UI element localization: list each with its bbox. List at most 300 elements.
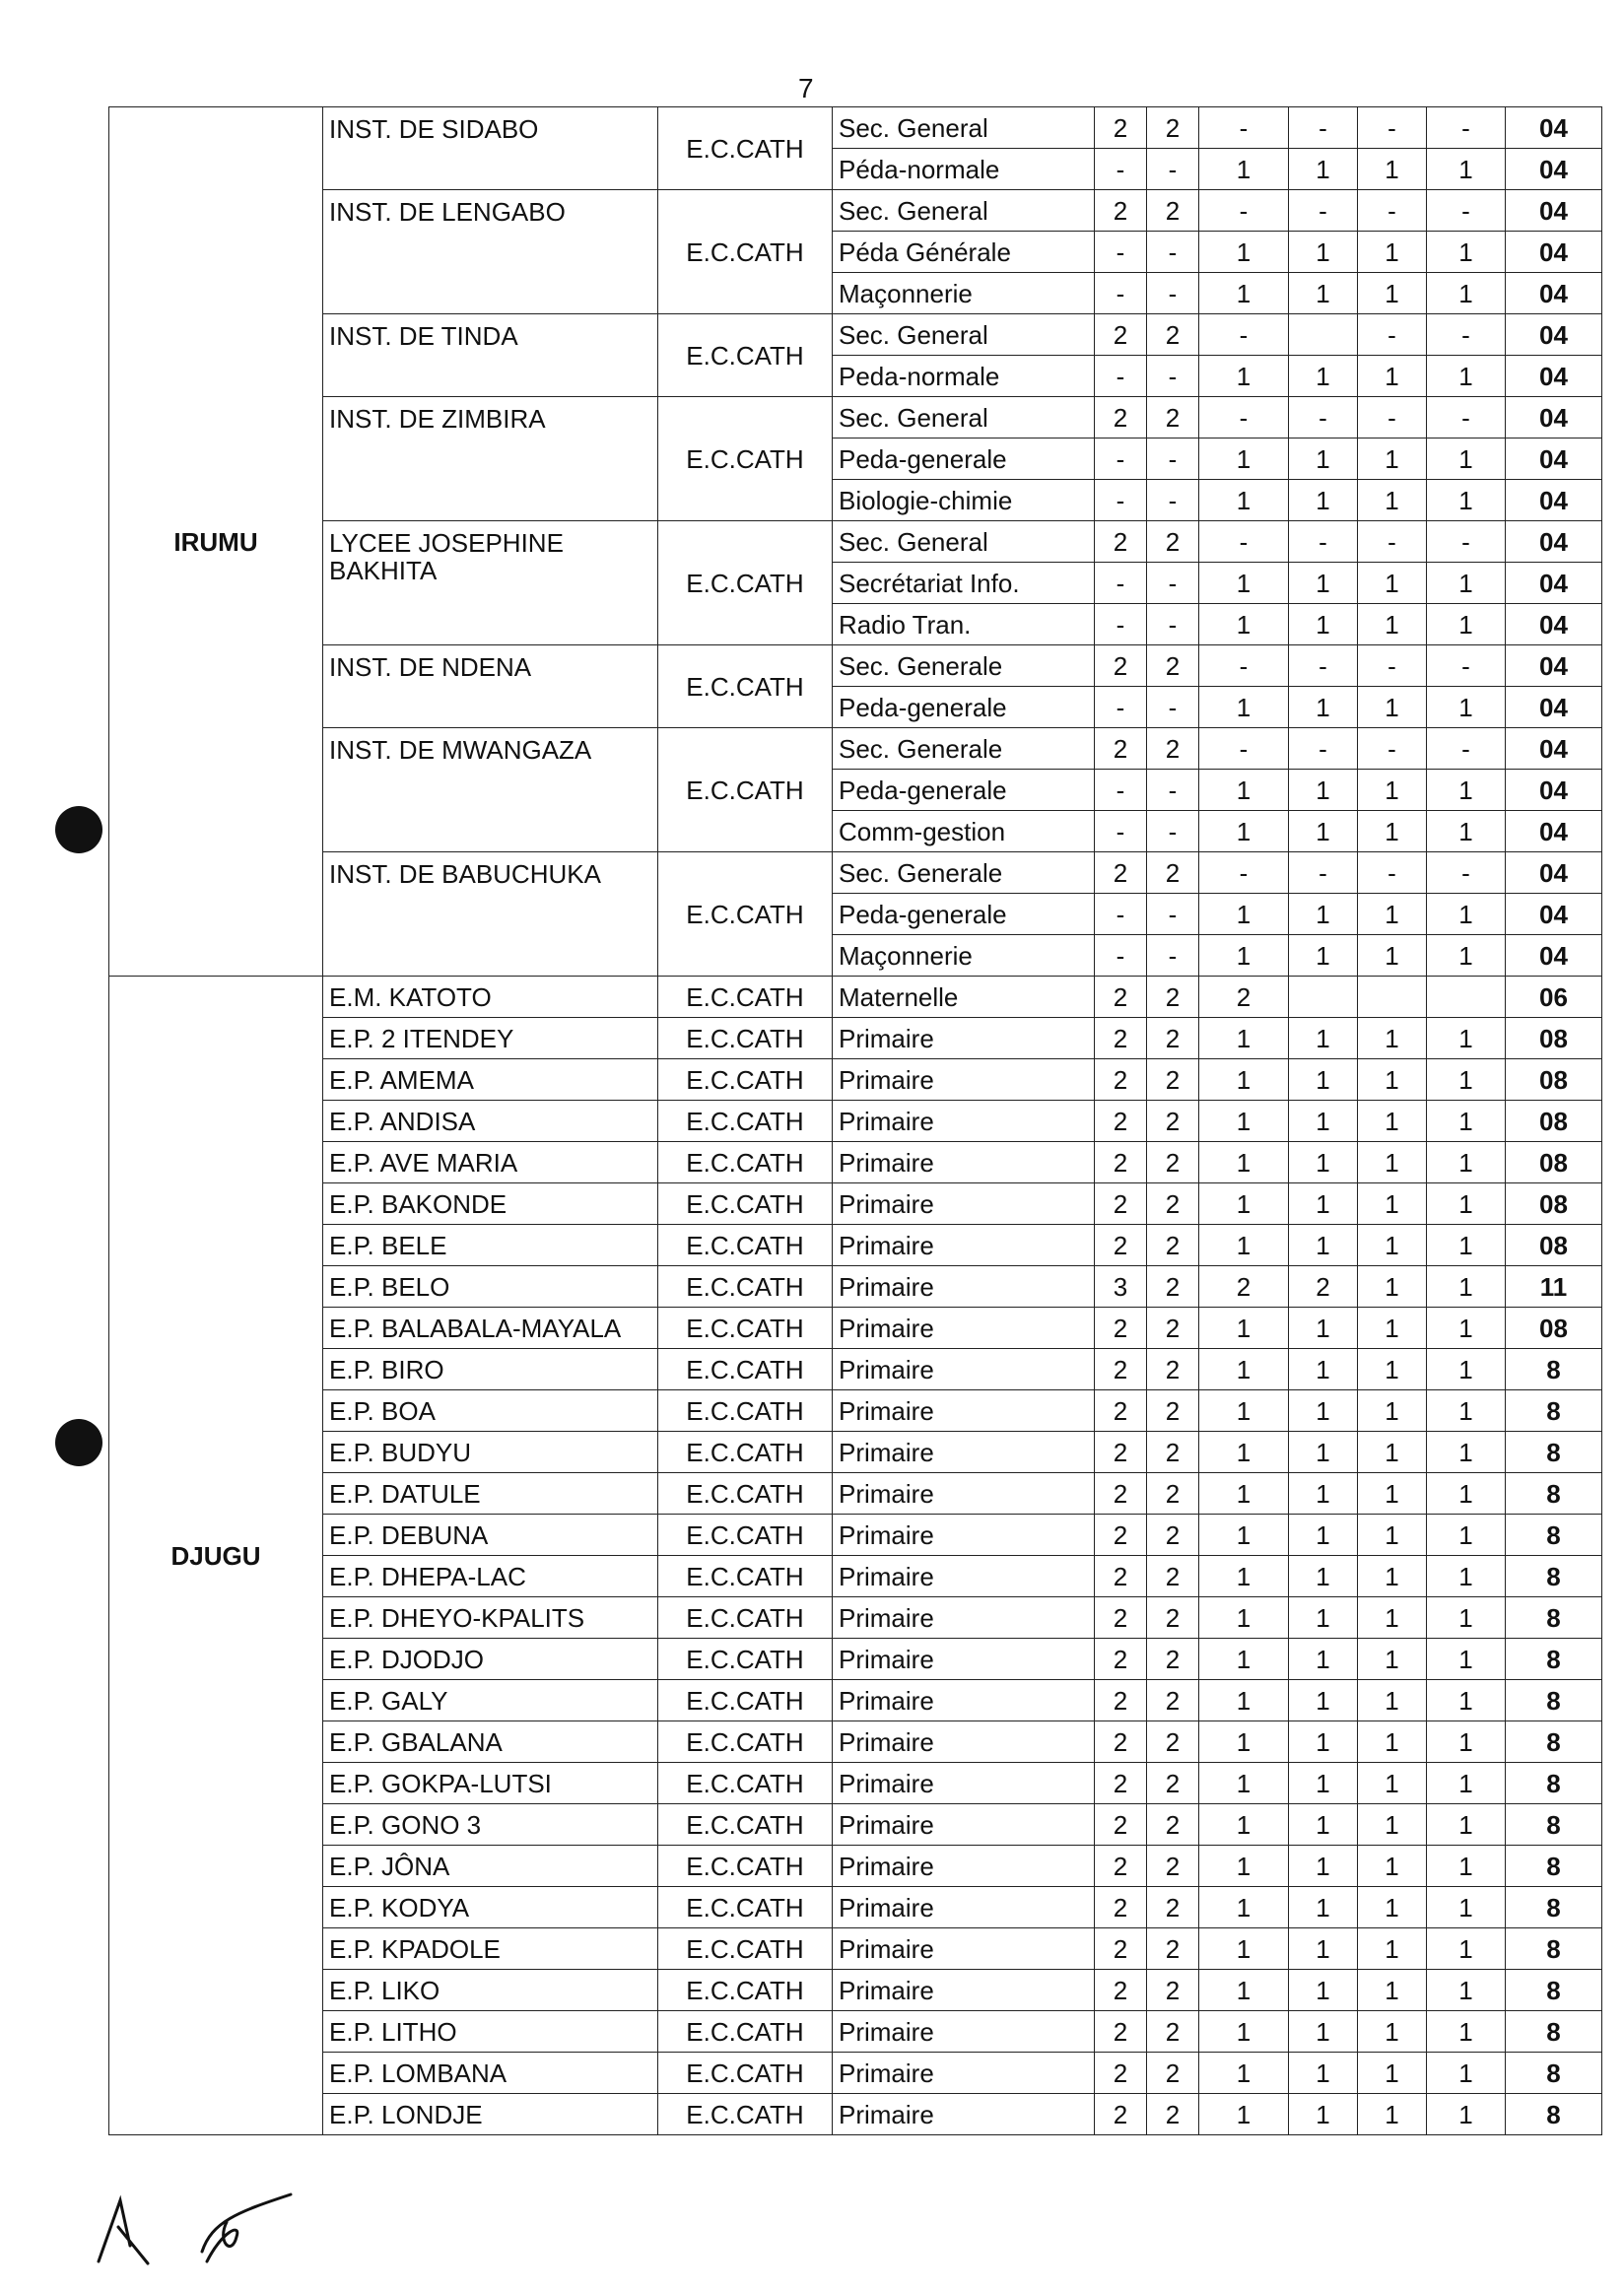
value-cell: 1 bbox=[1289, 1101, 1358, 1142]
table-row bbox=[109, 1432, 1602, 1473]
value-cell: 2 bbox=[1147, 977, 1199, 1018]
value-cell: 1 bbox=[1199, 1349, 1289, 1390]
value-cell: 1 bbox=[1427, 356, 1506, 397]
value-cell: 1 bbox=[1358, 1846, 1427, 1887]
value-cell: 1 bbox=[1427, 1473, 1506, 1515]
value-cell: 3 bbox=[1095, 1266, 1147, 1308]
school-staff-table bbox=[108, 106, 1602, 2135]
value-cell: 2 bbox=[1095, 190, 1147, 232]
table-row bbox=[109, 1597, 1602, 1639]
value-cell: 1 bbox=[1358, 149, 1427, 190]
table-row bbox=[109, 521, 1602, 563]
value-cell: 1 bbox=[1358, 273, 1427, 314]
value-cell: 1 bbox=[1358, 1018, 1427, 1059]
value-cell: 2 bbox=[1095, 1101, 1147, 1142]
value-cell: - bbox=[1427, 728, 1506, 770]
total-cell: 04 bbox=[1506, 190, 1602, 232]
option-cell: Primaire bbox=[833, 1101, 1095, 1142]
value-cell: 1 bbox=[1289, 1928, 1358, 1970]
organisation-cell: E.C.CATH bbox=[658, 1804, 833, 1846]
organisation-cell: E.C.CATH bbox=[658, 977, 833, 1018]
value-cell: 1 bbox=[1289, 1225, 1358, 1266]
value-cell: 1 bbox=[1427, 563, 1506, 604]
value-cell: 1 bbox=[1358, 1101, 1427, 1142]
organisation-cell: E.C.CATH bbox=[658, 2094, 833, 2135]
value-cell: 1 bbox=[1199, 604, 1289, 645]
value-cell: 1 bbox=[1199, 1225, 1289, 1266]
organisation-cell: E.C.CATH bbox=[658, 1266, 833, 1308]
value-cell: 1 bbox=[1358, 1887, 1427, 1928]
value-cell: 1 bbox=[1358, 232, 1427, 273]
value-cell: 1 bbox=[1358, 1349, 1427, 1390]
value-cell: 1 bbox=[1358, 1266, 1427, 1308]
school-name-cell: E.P. BUDYU bbox=[323, 1432, 658, 1473]
value-cell: 1 bbox=[1199, 1183, 1289, 1225]
option-cell: Maçonnerie bbox=[833, 935, 1095, 977]
table-row bbox=[109, 1101, 1602, 1142]
value-cell: 2 bbox=[1147, 728, 1199, 770]
total-cell: 04 bbox=[1506, 687, 1602, 728]
value-cell: - bbox=[1289, 107, 1358, 149]
total-cell: 8 bbox=[1506, 1887, 1602, 1928]
value-cell: 1 bbox=[1289, 1970, 1358, 2011]
total-cell: 04 bbox=[1506, 397, 1602, 439]
value-cell: 2 bbox=[1095, 1349, 1147, 1390]
value-cell: 1 bbox=[1289, 480, 1358, 521]
value-cell: 1 bbox=[1358, 1763, 1427, 1804]
value-cell: - bbox=[1095, 439, 1147, 480]
total-cell: 8 bbox=[1506, 1556, 1602, 1597]
value-cell: 2 bbox=[1147, 190, 1199, 232]
option-cell: Peda-generale bbox=[833, 894, 1095, 935]
value-cell: 1 bbox=[1427, 1266, 1506, 1308]
total-cell: 8 bbox=[1506, 1970, 1602, 2011]
value-cell: 1 bbox=[1358, 1515, 1427, 1556]
total-cell: 04 bbox=[1506, 273, 1602, 314]
value-cell: 1 bbox=[1358, 1432, 1427, 1473]
value-cell: 1 bbox=[1358, 1308, 1427, 1349]
table-row bbox=[109, 1183, 1602, 1225]
total-cell: 04 bbox=[1506, 770, 1602, 811]
value-cell: 2 bbox=[1199, 1266, 1289, 1308]
school-name-cell: INST. DE SIDABO bbox=[323, 107, 658, 190]
value-cell: 1 bbox=[1289, 273, 1358, 314]
total-cell: 8 bbox=[1506, 1515, 1602, 1556]
option-cell: Secrétariat Info. bbox=[833, 563, 1095, 604]
option-cell: Sec. General bbox=[833, 521, 1095, 563]
value-cell: 1 bbox=[1289, 1432, 1358, 1473]
school-name-cell: E.P. 2 ITENDEY bbox=[323, 1018, 658, 1059]
value-cell: 2 bbox=[1095, 852, 1147, 894]
option-cell: Primaire bbox=[833, 2011, 1095, 2053]
value-cell: - bbox=[1147, 687, 1199, 728]
value-cell: 2 bbox=[1147, 1763, 1199, 1804]
table-row bbox=[109, 190, 1602, 232]
value-cell: 1 bbox=[1358, 1639, 1427, 1680]
option-cell: Primaire bbox=[833, 1308, 1095, 1349]
punch-hole-top bbox=[55, 806, 102, 853]
value-cell bbox=[1358, 977, 1427, 1018]
value-cell: - bbox=[1095, 232, 1147, 273]
option-cell: Radio Tran. bbox=[833, 604, 1095, 645]
value-cell: 2 bbox=[1095, 2053, 1147, 2094]
total-cell: 8 bbox=[1506, 1928, 1602, 1970]
value-cell bbox=[1289, 314, 1358, 356]
value-cell: 2 bbox=[1199, 977, 1289, 1018]
value-cell: 1 bbox=[1289, 770, 1358, 811]
option-cell: Primaire bbox=[833, 1183, 1095, 1225]
value-cell: 1 bbox=[1358, 894, 1427, 935]
value-cell: 2 bbox=[1095, 1639, 1147, 1680]
value-cell: 1 bbox=[1427, 770, 1506, 811]
value-cell: 2 bbox=[1095, 397, 1147, 439]
table-row bbox=[109, 1225, 1602, 1266]
option-cell: Péda-normale bbox=[833, 149, 1095, 190]
value-cell: - bbox=[1095, 356, 1147, 397]
value-cell: 1 bbox=[1427, 2011, 1506, 2053]
value-cell: - bbox=[1147, 894, 1199, 935]
value-cell: 1 bbox=[1199, 1018, 1289, 1059]
value-cell: 2 bbox=[1095, 1556, 1147, 1597]
option-cell: Primaire bbox=[833, 1970, 1095, 2011]
organisation-cell: E.C.CATH bbox=[658, 1639, 833, 1680]
value-cell: 1 bbox=[1199, 2011, 1289, 2053]
school-name-cell: E.P. ANDISA bbox=[323, 1101, 658, 1142]
value-cell: 1 bbox=[1358, 1142, 1427, 1183]
organisation-cell: E.C.CATH bbox=[658, 852, 833, 977]
organisation-cell: E.C.CATH bbox=[658, 1059, 833, 1101]
value-cell: 1 bbox=[1358, 439, 1427, 480]
table-row bbox=[109, 1639, 1602, 1680]
value-cell: - bbox=[1199, 107, 1289, 149]
value-cell: 2 bbox=[1095, 2011, 1147, 2053]
table-row bbox=[109, 1680, 1602, 1721]
value-cell: 2 bbox=[1147, 1846, 1199, 1887]
value-cell: 1 bbox=[1427, 1721, 1506, 1763]
value-cell: - bbox=[1095, 935, 1147, 977]
value-cell: 2 bbox=[1147, 314, 1199, 356]
value-cell: - bbox=[1095, 687, 1147, 728]
value-cell: 1 bbox=[1358, 770, 1427, 811]
option-cell: Primaire bbox=[833, 1928, 1095, 1970]
option-cell: Primaire bbox=[833, 1804, 1095, 1846]
option-cell: Primaire bbox=[833, 1390, 1095, 1432]
value-cell: 1 bbox=[1289, 2011, 1358, 2053]
option-cell: Primaire bbox=[833, 1515, 1095, 1556]
value-cell: 1 bbox=[1289, 1183, 1358, 1225]
school-name-cell: E.P. LONDJE bbox=[323, 2094, 658, 2135]
value-cell: 1 bbox=[1199, 1970, 1289, 2011]
school-name-cell: E.P. AVE MARIA bbox=[323, 1142, 658, 1183]
value-cell: 1 bbox=[1427, 1597, 1506, 1639]
option-cell: Primaire bbox=[833, 1556, 1095, 1597]
table-row bbox=[109, 107, 1602, 149]
value-cell: 2 bbox=[1147, 852, 1199, 894]
total-cell: 08 bbox=[1506, 1225, 1602, 1266]
value-cell: - bbox=[1358, 314, 1427, 356]
total-cell: 04 bbox=[1506, 107, 1602, 149]
table-row bbox=[109, 1266, 1602, 1308]
page-number: 7 bbox=[798, 73, 814, 103]
school-name-cell: INST. DE NDENA bbox=[323, 645, 658, 728]
value-cell: 1 bbox=[1427, 1183, 1506, 1225]
table-row bbox=[109, 1846, 1602, 1887]
value-cell: 1 bbox=[1427, 1556, 1506, 1597]
value-cell: - bbox=[1147, 356, 1199, 397]
value-cell: 2 bbox=[1147, 1928, 1199, 1970]
value-cell: 1 bbox=[1427, 439, 1506, 480]
organisation-cell: E.C.CATH bbox=[658, 1515, 833, 1556]
value-cell: 1 bbox=[1289, 1887, 1358, 1928]
value-cell: - bbox=[1199, 397, 1289, 439]
school-name-cell: INST. DE LENGABO bbox=[323, 190, 658, 314]
value-cell: 1 bbox=[1199, 356, 1289, 397]
value-cell: 1 bbox=[1427, 1432, 1506, 1473]
value-cell: - bbox=[1095, 563, 1147, 604]
value-cell: 1 bbox=[1199, 149, 1289, 190]
total-cell: 04 bbox=[1506, 811, 1602, 852]
organisation-cell: E.C.CATH bbox=[658, 2011, 833, 2053]
total-cell: 8 bbox=[1506, 1846, 1602, 1887]
value-cell: - bbox=[1095, 770, 1147, 811]
total-cell: 8 bbox=[1506, 1390, 1602, 1432]
total-cell: 04 bbox=[1506, 852, 1602, 894]
table-row bbox=[109, 397, 1602, 439]
table-row bbox=[109, 314, 1602, 356]
value-cell: - bbox=[1358, 521, 1427, 563]
value-cell: 2 bbox=[1147, 1183, 1199, 1225]
total-cell: 8 bbox=[1506, 1804, 1602, 1846]
organisation-cell: E.C.CATH bbox=[658, 1970, 833, 2011]
value-cell: 2 bbox=[1147, 1059, 1199, 1101]
value-cell: 1 bbox=[1199, 1639, 1289, 1680]
total-cell: 04 bbox=[1506, 149, 1602, 190]
total-cell: 8 bbox=[1506, 1432, 1602, 1473]
value-cell: 1 bbox=[1199, 687, 1289, 728]
option-cell: Sec. Generale bbox=[833, 852, 1095, 894]
value-cell: 1 bbox=[1199, 1515, 1289, 1556]
value-cell: 2 bbox=[1147, 1142, 1199, 1183]
option-cell: Primaire bbox=[833, 1018, 1095, 1059]
option-cell: Peda-generale bbox=[833, 439, 1095, 480]
total-cell: 04 bbox=[1506, 894, 1602, 935]
value-cell: 1 bbox=[1289, 1639, 1358, 1680]
table-row bbox=[109, 1473, 1602, 1515]
option-cell: Biologie-chimie bbox=[833, 480, 1095, 521]
value-cell: 2 bbox=[1147, 1390, 1199, 1432]
value-cell: 2 bbox=[1095, 1515, 1147, 1556]
option-cell: Maternelle bbox=[833, 977, 1095, 1018]
value-cell: 1 bbox=[1358, 1597, 1427, 1639]
value-cell: 1 bbox=[1289, 2053, 1358, 2094]
value-cell: 1 bbox=[1427, 811, 1506, 852]
value-cell: - bbox=[1289, 397, 1358, 439]
value-cell: 1 bbox=[1358, 604, 1427, 645]
school-name-cell: E.P. DHEPA-LAC bbox=[323, 1556, 658, 1597]
value-cell: - bbox=[1289, 521, 1358, 563]
organisation-cell: E.C.CATH bbox=[658, 1308, 833, 1349]
total-cell: 04 bbox=[1506, 935, 1602, 977]
school-name-cell: E.P. DHEYO-KPALITS bbox=[323, 1597, 658, 1639]
value-cell: 1 bbox=[1199, 2053, 1289, 2094]
organisation-cell: E.C.CATH bbox=[658, 1763, 833, 1804]
value-cell: - bbox=[1358, 728, 1427, 770]
value-cell: 1 bbox=[1358, 687, 1427, 728]
value-cell: 2 bbox=[1095, 1390, 1147, 1432]
option-cell: Primaire bbox=[833, 1887, 1095, 1928]
value-cell: 1 bbox=[1427, 1059, 1506, 1101]
value-cell: 1 bbox=[1427, 1225, 1506, 1266]
value-cell: - bbox=[1147, 273, 1199, 314]
value-cell: 1 bbox=[1427, 480, 1506, 521]
value-cell: - bbox=[1427, 314, 1506, 356]
value-cell: 2 bbox=[1147, 1887, 1199, 1928]
table-row bbox=[109, 1349, 1602, 1390]
value-cell: 1 bbox=[1199, 1680, 1289, 1721]
value-cell: 1 bbox=[1427, 1846, 1506, 1887]
value-cell: 2 bbox=[1147, 2094, 1199, 2135]
total-cell: 04 bbox=[1506, 728, 1602, 770]
value-cell: 1 bbox=[1199, 1101, 1289, 1142]
value-cell: 1 bbox=[1427, 2053, 1506, 2094]
value-cell: - bbox=[1147, 811, 1199, 852]
value-cell: 2 bbox=[1095, 107, 1147, 149]
value-cell: - bbox=[1289, 190, 1358, 232]
value-cell: - bbox=[1358, 645, 1427, 687]
school-name-cell: E.P. GONO 3 bbox=[323, 1804, 658, 1846]
total-cell: 04 bbox=[1506, 645, 1602, 687]
value-cell: 1 bbox=[1427, 1515, 1506, 1556]
value-cell: 1 bbox=[1427, 149, 1506, 190]
school-name-cell: E.M. KATOTO bbox=[323, 977, 658, 1018]
value-cell: - bbox=[1147, 232, 1199, 273]
option-cell: Primaire bbox=[833, 1142, 1095, 1183]
value-cell: 1 bbox=[1427, 1101, 1506, 1142]
value-cell: 1 bbox=[1289, 1680, 1358, 1721]
value-cell: 1 bbox=[1427, 935, 1506, 977]
value-cell: 1 bbox=[1289, 1059, 1358, 1101]
value-cell: 2 bbox=[1147, 107, 1199, 149]
value-cell: - bbox=[1147, 935, 1199, 977]
organisation-cell: E.C.CATH bbox=[658, 190, 833, 314]
value-cell: - bbox=[1147, 604, 1199, 645]
total-cell: 8 bbox=[1506, 2094, 1602, 2135]
value-cell bbox=[1427, 977, 1506, 1018]
school-name-cell: E.P. DATULE bbox=[323, 1473, 658, 1515]
school-name-cell: E.P. LOMBANA bbox=[323, 2053, 658, 2094]
table-row bbox=[109, 852, 1602, 894]
value-cell: 1 bbox=[1199, 1390, 1289, 1432]
value-cell: 2 bbox=[1095, 1142, 1147, 1183]
value-cell: 1 bbox=[1289, 1142, 1358, 1183]
value-cell: 2 bbox=[1147, 1308, 1199, 1349]
total-cell: 08 bbox=[1506, 1018, 1602, 1059]
value-cell: - bbox=[1147, 770, 1199, 811]
value-cell: 1 bbox=[1199, 439, 1289, 480]
value-cell: 1 bbox=[1199, 1928, 1289, 1970]
value-cell: 1 bbox=[1289, 687, 1358, 728]
value-cell: 2 bbox=[1147, 2053, 1199, 2094]
table-row bbox=[109, 1928, 1602, 1970]
school-name-cell: E.P. GALY bbox=[323, 1680, 658, 1721]
value-cell: 1 bbox=[1427, 232, 1506, 273]
organisation-cell: E.C.CATH bbox=[658, 728, 833, 852]
total-cell: 04 bbox=[1506, 314, 1602, 356]
value-cell: 1 bbox=[1427, 1763, 1506, 1804]
value-cell: 2 bbox=[1147, 645, 1199, 687]
value-cell: - bbox=[1199, 728, 1289, 770]
value-cell: 1 bbox=[1427, 273, 1506, 314]
value-cell: - bbox=[1095, 811, 1147, 852]
value-cell: 2 bbox=[1095, 314, 1147, 356]
organisation-cell: E.C.CATH bbox=[658, 314, 833, 397]
total-cell: 04 bbox=[1506, 232, 1602, 273]
option-cell: Primaire bbox=[833, 1639, 1095, 1680]
organisation-cell: E.C.CATH bbox=[658, 1721, 833, 1763]
value-cell: 1 bbox=[1427, 1970, 1506, 2011]
organisation-cell: E.C.CATH bbox=[658, 1597, 833, 1639]
option-cell: Primaire bbox=[833, 1266, 1095, 1308]
value-cell: 1 bbox=[1427, 1308, 1506, 1349]
organisation-cell: E.C.CATH bbox=[658, 1928, 833, 1970]
value-cell: 1 bbox=[1199, 935, 1289, 977]
value-cell: 1 bbox=[1289, 1721, 1358, 1763]
organisation-cell: E.C.CATH bbox=[658, 1846, 833, 1887]
option-cell: Primaire bbox=[833, 1059, 1095, 1101]
value-cell: 2 bbox=[1095, 521, 1147, 563]
value-cell: 1 bbox=[1358, 2053, 1427, 2094]
value-cell: 1 bbox=[1427, 1349, 1506, 1390]
value-cell: 1 bbox=[1289, 1556, 1358, 1597]
value-cell: - bbox=[1095, 604, 1147, 645]
option-cell: Sec. General bbox=[833, 314, 1095, 356]
organisation-cell: E.C.CATH bbox=[658, 1142, 833, 1183]
table-row bbox=[109, 1887, 1602, 1928]
value-cell: 1 bbox=[1289, 1763, 1358, 1804]
value-cell: - bbox=[1358, 852, 1427, 894]
value-cell: 2 bbox=[1095, 1473, 1147, 1515]
total-cell: 04 bbox=[1506, 480, 1602, 521]
value-cell: 1 bbox=[1358, 1680, 1427, 1721]
value-cell: 2 bbox=[1147, 1597, 1199, 1639]
value-cell: 1 bbox=[1427, 2094, 1506, 2135]
option-cell: Sec. Generale bbox=[833, 645, 1095, 687]
value-cell: 2 bbox=[1095, 1059, 1147, 1101]
value-cell: 1 bbox=[1199, 480, 1289, 521]
value-cell: 1 bbox=[1358, 1928, 1427, 1970]
value-cell: 2 bbox=[1095, 1183, 1147, 1225]
value-cell: 1 bbox=[1199, 894, 1289, 935]
total-cell: 08 bbox=[1506, 1308, 1602, 1349]
value-cell: - bbox=[1199, 314, 1289, 356]
organisation-cell: E.C.CATH bbox=[658, 1432, 833, 1473]
value-cell: - bbox=[1427, 852, 1506, 894]
value-cell: 1 bbox=[1358, 1225, 1427, 1266]
option-cell: Primaire bbox=[833, 2094, 1095, 2135]
value-cell: - bbox=[1147, 563, 1199, 604]
option-cell: Primaire bbox=[833, 1846, 1095, 1887]
value-cell: 2 bbox=[1095, 1928, 1147, 1970]
value-cell: 1 bbox=[1199, 1804, 1289, 1846]
value-cell: 2 bbox=[1147, 1432, 1199, 1473]
total-cell: 06 bbox=[1506, 977, 1602, 1018]
total-cell: 8 bbox=[1506, 2011, 1602, 2053]
value-cell: 2 bbox=[1095, 1721, 1147, 1763]
value-cell: 1 bbox=[1358, 1183, 1427, 1225]
value-cell: 1 bbox=[1427, 1804, 1506, 1846]
organisation-cell: E.C.CATH bbox=[658, 521, 833, 645]
school-name-cell: E.P. BELO bbox=[323, 1266, 658, 1308]
